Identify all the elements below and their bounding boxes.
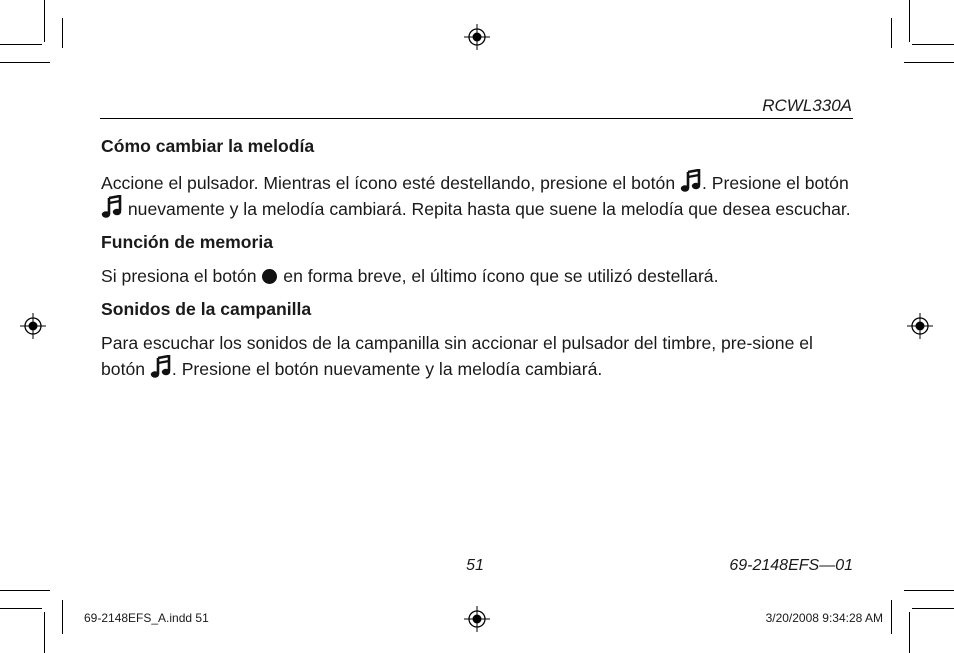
- section-heading: Sonidos de la campanilla: [101, 299, 312, 319]
- slug-file: 69-2148EFS_A.indd 51: [84, 611, 209, 625]
- crop-mark: [0, 62, 50, 63]
- slug-date: 3/20/2008 9:34:28 AM: [765, 611, 883, 625]
- music-note-icon: [101, 195, 123, 219]
- header-rule: [100, 118, 853, 119]
- paragraph-text: Si presiona el botón: [101, 266, 262, 286]
- crop-mark: [904, 590, 954, 591]
- document-number: 69-2148EFS—01: [729, 557, 853, 574]
- music-note-icon: [680, 169, 702, 193]
- paragraph-text: Accione el pulsador. Mientras el ícono esté destellando, presione el botón: [101, 173, 681, 193]
- dot-icon: [262, 269, 277, 284]
- crop-mark: [909, 0, 910, 42]
- crop-mark: [891, 18, 892, 48]
- paragraph-text: . Presione el botón: [702, 173, 849, 193]
- page-number: 51: [466, 557, 484, 574]
- crop-mark: [62, 18, 63, 48]
- crop-mark: [0, 608, 42, 609]
- music-note-icon: [150, 355, 172, 379]
- section-paragraph: [101, 265, 861, 288]
- crop-mark: [44, 612, 45, 653]
- crop-mark: [912, 44, 954, 45]
- model-number: RCWL330A: [762, 96, 852, 115]
- paragraph-text: nuevamente y la melodía cambiará. Repita hasta que suene la melodía que desea escuchar.: [123, 199, 851, 219]
- section-heading: Cómo cambiar la melodía: [101, 136, 315, 156]
- crop-mark: [0, 590, 50, 591]
- paragraph-text: en forma breve, el último ícono que se utilizó destellará.: [278, 266, 719, 286]
- registration-mark-icon: [464, 606, 490, 632]
- section-heading: Función de memoria: [101, 232, 274, 252]
- paragraph-text: . Presione el botón nuevamente y la melodía cambiará.: [171, 359, 603, 379]
- crop-mark: [912, 608, 954, 609]
- crop-mark: [904, 62, 954, 63]
- registration-mark-icon: [20, 313, 46, 339]
- crop-mark: [62, 600, 63, 634]
- section-paragraph: [101, 169, 861, 221]
- registration-mark-icon: [907, 313, 933, 339]
- crop-mark: [44, 0, 45, 42]
- crop-mark: [0, 44, 42, 45]
- paragraph-text: Para escuchar los sonidos de la campanilla sin accionar el pulsador del timbre, pre-sione el botón: [101, 333, 813, 379]
- page-content: [101, 135, 861, 381]
- registration-mark-icon: [464, 24, 490, 50]
- crop-mark: [891, 600, 892, 634]
- crop-mark: [909, 612, 910, 653]
- section-paragraph: [101, 332, 861, 381]
